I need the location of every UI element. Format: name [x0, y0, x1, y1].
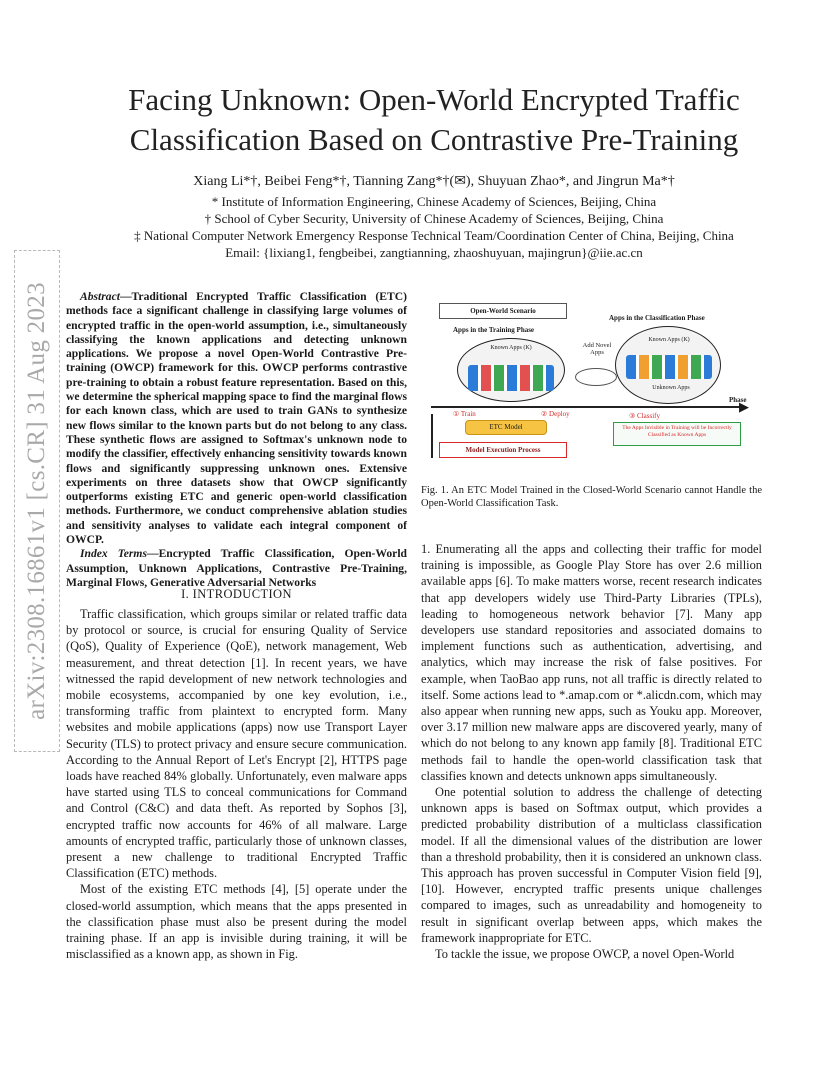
known-apps-right: Known Apps (K) [648, 337, 690, 343]
classify-step: ③ Classify [629, 412, 660, 420]
unknown-apps-label: Unknown Apps [652, 385, 690, 391]
misclassified-box: The Apps Invisible in Training will be Incorrectly Classified as Known Apps [613, 422, 741, 446]
training-phase-label: Apps in the Training Phase [453, 326, 535, 334]
training-apps-ellipse [457, 338, 565, 402]
author-list: Xiang Li*†, Beibei Feng*†, Tianning Zang*†(✉), Shuyuan Zhao*, and Jingrun Ma*† [193, 174, 675, 189]
arxiv-stamp [14, 250, 60, 752]
affiliation-2: † School of Cyber Security, University of Chinese Academy of Sciences, Beijing, China [204, 211, 664, 226]
phase-label: Phase [729, 396, 747, 404]
arxiv-stamp-text: arXiv:2308.16861v1 [cs.CR] 31 Aug 2023 [23, 282, 50, 720]
paragraph: To tackle the issue, we propose OWCP, a novel Open-World [435, 947, 735, 962]
left-column-body [66, 606, 407, 962]
add-novel-apps-label: Add Novel Apps [582, 342, 612, 356]
figure-1 [423, 286, 763, 466]
abstract [66, 290, 407, 590]
email-line: Email: {lixiang1, fengbeibei, zangtianning, zhaoshuyuan, majingrun}@iie.ac.cn [225, 245, 643, 260]
right-column-body [421, 541, 762, 962]
paper-title: Facing Unknown: Open-World Encrypted Traffic Classification Based on Contrastive Pre-Training [128, 82, 740, 157]
deploy-step: ② Deploy [541, 410, 570, 418]
paragraph: 1. Enumerating all the apps and collecting their traffic for model training is impossible, as Google Play Store has over 2.6 million available apps [6]. To make matters worse, recent research indicates that app developers widely use Third-Party Libraries (TPLs), leading to homogeneous network behavior [7]. Many app developers use standard repositories and associated domains to implement functions such as authentication, advertising, and analytics, which may increase the risk of false positives. For example, when TaoBao app runs, not all traffic is directly related to itself. Some actions lead to *.amap.com or *.alicdn.com, which may also appear when running new apps, such as Youku app. Moreover, over 3.17 million new malware apps are discovered yearly, many of which do not belong to any known app family [8]. Traditional ETC methods fail to handle the open-world classification task that classifies known and detects unknown apps simultaneously. [421, 542, 762, 783]
affiliation-1: * Institute of Information Engineering, Chinese Academy of Sciences, Beijing, China [211, 194, 657, 209]
cloud-icon [575, 368, 617, 386]
model-execution-label: Model Execution Process [439, 442, 567, 458]
known-apps-left: Known Apps (K) [490, 345, 532, 351]
etc-model-box: ETC Model [465, 420, 547, 435]
figure-caption: Fig. 1. An ETC Model Trained in the Closed-World Scenario cannot Handle the Open-World Classification Task. [421, 485, 762, 509]
app-icons-cluster [468, 365, 554, 391]
arrow-right-icon: ▶ [739, 399, 749, 414]
app-icons-cluster [626, 355, 712, 379]
axis-left [431, 414, 433, 458]
paragraph: Most of the existing ETC methods [4], [5] operate under the closed-world assumption, which means that the apps presented in the classification phase must also be present during the model training phase. If an app is invisible during training, it will be misclassified as a known app, as shown in Fig. [66, 882, 407, 962]
affiliation-3: ‡ National Computer Network Emergency Response Technical Team/Coordination Center of China, Beijing, China [134, 228, 734, 243]
scenario-label: Open-World Scenario [439, 303, 567, 319]
train-step: ① Train [453, 410, 476, 418]
index-terms-text: —Encrypted Traffic Classification, Open-World Assumption, Unknown Applications, Contrastive Pre-Training, Marginal Flows, Generative Adversarial Networks [66, 547, 407, 589]
phase-axis [431, 406, 741, 408]
index-terms-label: Index Terms [80, 547, 147, 561]
paragraph: Traffic classification, which groups similar or related traffic data by protocol or source, is crucial for ensuring Quality of Service (QoS), Quality of Experience (QoE), network management, Web measurement, and threat detection [1]. In recent years, we have witnessed the rapid development of new network technologies and mobile ecosystems, accompanied by one key evolution, i.e., transforming traffic from plaintext to encrypted form. Many websites and mobile applications (apps) now use Transport Layer Security (TLS) to protect privacy and ensure secure communication. According to the Annual Report of Let's Encrypt [2], HTTPS page loads have reached 84% globally. Unfortunately, even malware apps have started using TLS to conceal communications for Command and Control (C&C) and data theft. As reported by Sophos [3], encrypted traffic now accounts for 46% of all malware. Large amounts of encrypted traffic, particularly those of unknown classes, present a new challenge to traditional Encrypted Traffic Classification (ETC) methods. [66, 607, 407, 881]
classification-apps-ellipse [615, 326, 721, 404]
paragraph: One potential solution to address the challenge of detecting unknown apps is based on Softmax output, which provides a predicted probability distribution of a multiclass classification model. If all the dimensional values of the distribution are lower than a threshold probability, then it is considered an unknown class. This approach has proven successful in Computer Vision field [9], [10]. However, encrypted traffic presents unique challenges compared to images, such as unreadability and homogeneity to result in significant overlap between apps, which makes the framework inappropriate for ETC. [421, 785, 762, 945]
abstract-text: —Traditional Encrypted Traffic Classification (ETC) methods face a significant challenge in classifying large volumes of encrypted traffic in the open-world assumption, i.e., simultaneously classifying the known applications and detecting unknown applications. We propose a novel Open-World Contrastive Pre-training (OWCP) framework for this. OWCP performs contrastive pre-training to obtain a robust feature representation. Based on this, we determine the spherical mapping space to find the marginal flows for each known class, which are used to train GANs to synthesize new flows similar to the known parts but do not belong to any class. These synthetic flows are assigned to Softmax's unknown node to modify the classifier, effectively enhancing sensitivity towards known flows and significantly suppressing unknown ones. Extensive experiments on three datasets show that OWCP significantly outperforms existing ETC and generic open-world classification methods. Furthermore, we conduct comprehensive ablation studies and sensitivity analyses to validate each integral component of OWCP. [66, 290, 407, 547]
classification-phase-label: Apps in the Classification Phase [609, 314, 705, 322]
abstract-label: Abstract [80, 290, 120, 303]
section-heading: I. INTRODUCTION [181, 587, 292, 601]
